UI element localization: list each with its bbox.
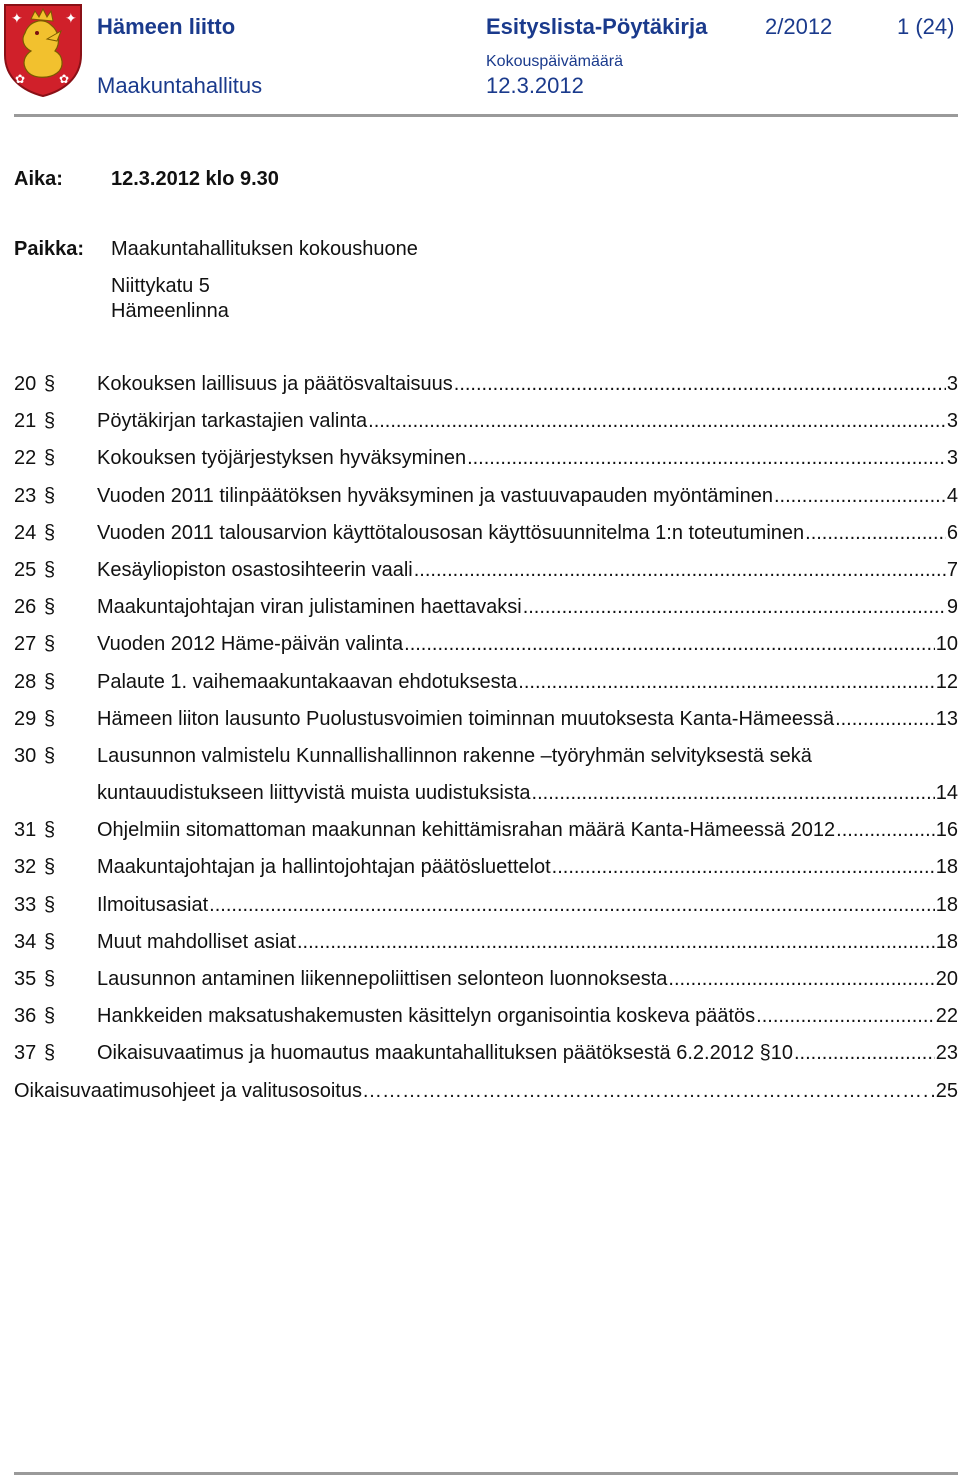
toc-page: 22 [935,1005,958,1028]
section-symbol: § [44,856,56,879]
toc-page: 23 [935,1042,958,1065]
section-symbol: § [44,596,56,619]
toc-leader [774,478,946,515]
toc-item[interactable] [14,366,958,403]
toc-title: Ilmoitusasiat [97,893,209,916]
page-number: 1 (24) [897,14,955,39]
toc-page: 13 [935,707,958,730]
toc-item[interactable] [14,849,958,886]
toc-leader [835,701,935,738]
document-type: Esityslista-Pöytäkirja [486,14,708,39]
toc-page: 10 [935,633,958,656]
section-symbol: § [44,1042,56,1065]
toc-leader [523,589,946,626]
toc-number: 30 [14,744,37,767]
toc-title: Ohjelmiin sitomattoman maakunnan kehittämisrahan määrä Kanta-Hämeessä 2012 [97,819,836,842]
toc-page: 14 [935,782,958,805]
toc-leader [518,664,934,701]
document-number: 2/2012 [765,14,833,39]
section-symbol: § [44,707,56,730]
section-symbol: § [44,1005,56,1028]
toc-title: Oikaisuvaatimusohjeet ja valitusosoitus [14,1079,362,1102]
toc-title: Lausunnon valmistelu Kunnallishallinnon rakenne –työryhmän selvityksestä sekä [97,744,812,767]
toc-page: 3 [946,373,958,395]
toc-leader [467,440,946,477]
svg-text:✿: ✿ [15,72,26,86]
toc-item[interactable] [14,701,958,738]
section-symbol: § [44,484,56,507]
toc-leader [404,626,935,663]
toc-item[interactable] [14,403,958,440]
place-label: Paikka: [14,238,85,260]
toc-page: 12 [935,670,958,693]
toc-item[interactable] [14,924,958,961]
toc-title: Pöytäkirjan tarkastajien valinta [97,410,368,433]
governing-body: Maakuntahallitus [97,73,263,98]
toc-item[interactable] [14,589,958,626]
time-label: Aika: [14,168,63,190]
section-symbol: § [44,968,56,990]
section-symbol: § [44,558,56,581]
toc-title: kuntauudistukseen liittyvistä muista uudistuksista [97,782,531,805]
section-symbol: § [44,930,56,953]
toc-item[interactable] [14,961,958,998]
toc-number: 33 [14,893,37,916]
svg-text:✦: ✦ [65,11,77,27]
toc-leader [414,552,946,589]
toc-number: 21 [14,410,37,433]
section-symbol: § [44,521,56,544]
toc-title: Kokouksen laillisuus ja päätösvaltaisuus [97,373,453,395]
toc-item[interactable] [14,478,958,515]
toc-number: 23 [14,484,37,507]
toc-leader [836,812,935,849]
toc-title: Maakuntajohtajan ja hallintojohtajan päätösluettelot [97,856,551,879]
toc-number: 20 [14,373,37,395]
toc-title: Kokouksen työjärjestyksen hyväksyminen [97,447,467,470]
toc-leader [794,1035,935,1072]
toc-page: 4 [946,484,958,507]
section-symbol: § [44,744,56,767]
toc-number: 36 [14,1005,37,1028]
toc-title: Palaute 1. vaihemaakuntakaavan ehdotuksesta [97,670,518,693]
place-room: Maakuntahallituksen kokoushuone [111,238,418,260]
toc-page: .25 [930,1079,958,1102]
toc-title: Vuoden 2011 talousarvion käyttötalousosan käyttösuunnitelma 1:n toteutuminen [97,521,805,544]
time-value: 12.3.2012 klo 9.30 [111,168,279,190]
svg-text:✿: ✿ [59,72,70,86]
toc-item[interactable] [14,552,958,589]
toc-title: Oikaisuvaatimus ja huomautus maakuntahallituksen päätöksestä 6.2.2012 §10 [97,1042,793,1065]
toc-leader [532,775,935,812]
toc-item[interactable] [14,626,958,663]
section-symbol: § [44,447,56,470]
toc-title: Hämeen liiton lausunto Puolustusvoimien toiminnan muutoksesta Kanta-Hämeessä [97,707,835,730]
toc-page: 9 [946,596,958,619]
toc-title: Kesäyliopiston osastosihteerin vaali [97,558,413,581]
toc-number: 25 [14,558,37,581]
toc-number: 27 [14,633,37,656]
toc-page: 3 [946,447,958,470]
toc-item[interactable] [14,738,958,775]
toc-title: Muut mahdolliset asiat [97,930,296,953]
section-symbol: § [44,373,56,395]
toc-item[interactable] [14,515,958,552]
toc-number: 34 [14,930,37,953]
coat-of-arms-logo [3,3,83,98]
organization-name: Hämeen liitto [97,14,236,39]
toc-number: 26 [14,596,37,619]
toc-title: Hankkeiden maksatushakemusten käsittelyn organisointia koskeva päätös [97,1005,756,1028]
toc-item-continuation[interactable] [14,775,958,812]
toc-item[interactable] [14,664,958,701]
toc-leader [668,961,934,998]
section-symbol: § [44,819,56,842]
section-symbol: § [44,670,56,693]
toc-page: 18 [935,856,958,879]
toc-leader [756,998,935,1035]
toc-leader [368,403,946,440]
toc-number: 29 [14,707,37,730]
toc-leader [362,1073,930,1110]
toc-page: 20 [935,968,958,990]
table-of-contents [14,366,958,1110]
toc-item[interactable] [14,1035,958,1072]
place-city: Hämeenlinna [111,300,229,322]
toc-title: Vuoden 2012 Häme-päivän valinta [97,633,404,656]
toc-page: 18 [935,930,958,953]
toc-leader [454,366,946,403]
place-street: Niittykatu 5 [111,275,210,297]
toc-page: 18 [935,893,958,916]
toc-number: 32 [14,856,37,879]
toc-leader [805,515,946,552]
section-symbol: § [44,893,56,916]
toc-number: 35 [14,968,37,990]
toc-appendix[interactable] [14,1073,958,1110]
toc-title: Vuoden 2011 tilinpäätöksen hyväksyminen ja vastuuvapauden myöntäminen [97,484,773,507]
toc-page: 3 [946,410,958,433]
toc-leader [297,924,935,961]
toc-page: 16 [935,819,958,842]
section-symbol: § [44,633,56,656]
toc-leader [209,887,935,924]
toc-leader [552,849,935,886]
toc-title: Maakuntajohtajan viran julistaminen haettavaksi [97,596,522,619]
toc-page: 6 [946,521,958,544]
section-symbol: § [44,410,56,433]
toc-title: Lausunnon antaminen liikennepoliittisen selonteon luonnoksesta [97,968,668,990]
toc-number: 28 [14,670,37,693]
toc-item[interactable] [14,998,958,1035]
toc-number: 31 [14,819,37,842]
toc-number: 37 [14,1042,37,1065]
svg-text:✦: ✦ [11,11,23,27]
meeting-date: 12.3.2012 [486,73,584,98]
toc-item[interactable] [14,440,958,477]
toc-number: 24 [14,521,37,544]
header-divider [14,114,958,117]
meeting-date-label: Kokouspäivämäärä [486,53,623,70]
toc-item[interactable] [14,812,958,849]
footer-divider [14,1472,958,1475]
toc-number: 22 [14,447,37,470]
toc-item[interactable] [14,887,958,924]
toc-page: 7 [946,558,958,581]
